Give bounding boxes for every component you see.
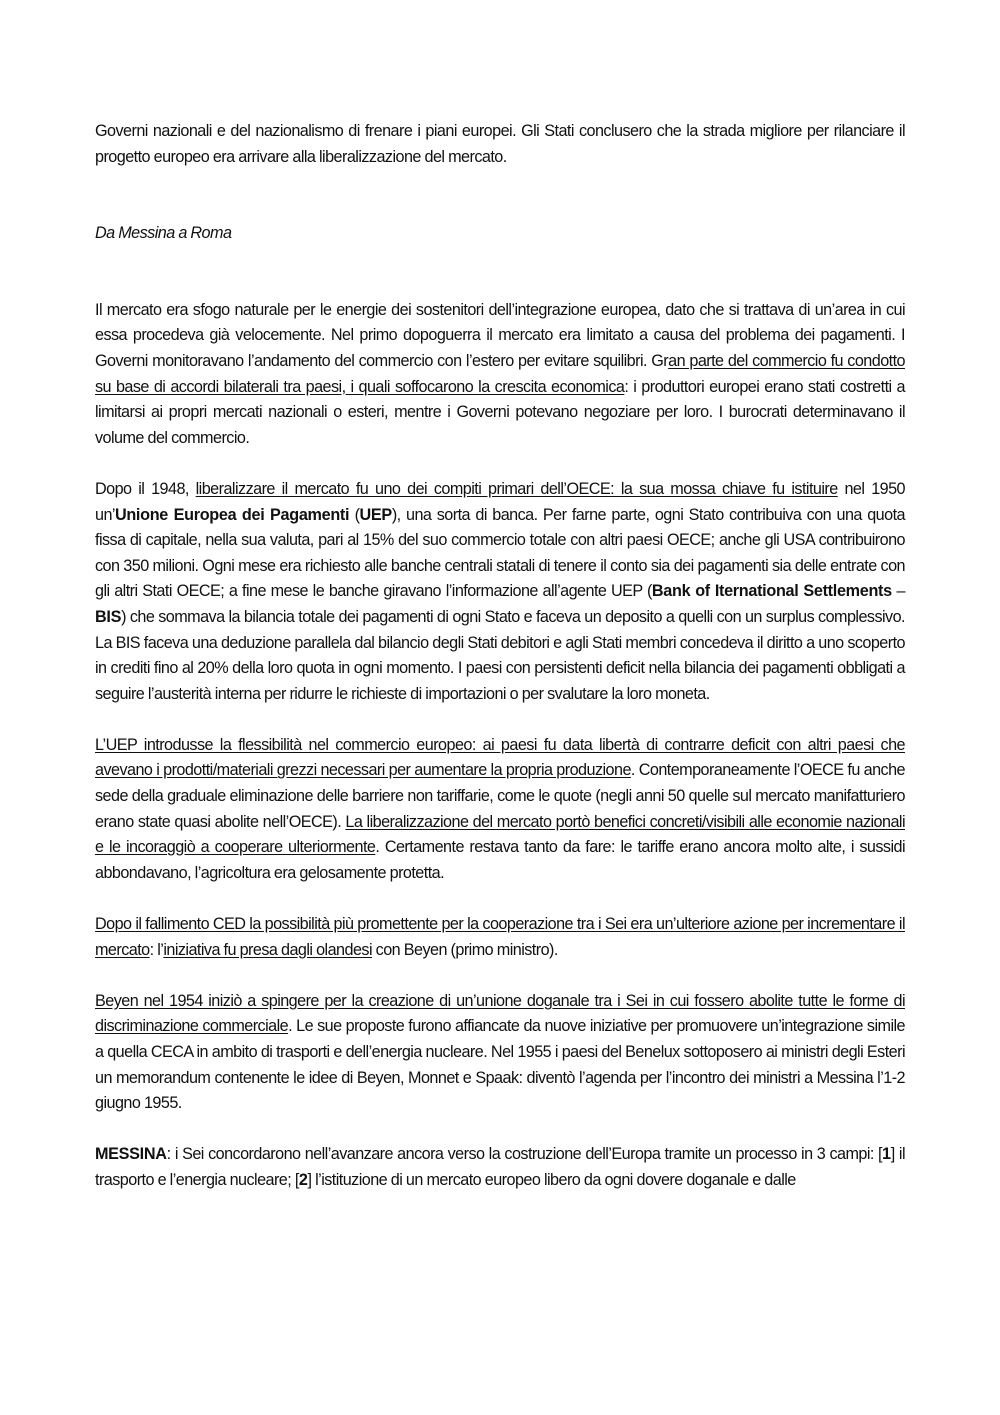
underlined-text: an parte del commercio fu condotto su base di accordi bilaterali tra paesi, i quali soffocarono la crescita economica [95, 351, 905, 396]
paragraph-text: ] l’istituzione di un mercato europeo libero da ogni dovere doganale e dalle [307, 1170, 796, 1189]
underlined-text: Beyen nel 1954 iniziò a spingere per la creazione di un’unione doganale tra i Sei in cui fossero abolite tutte le forme di discriminazione commerciale [95, 991, 905, 1036]
paragraph-text: . Certamente restava tanto da fare: le tariffe erano ancora molto alte, i sussidi abbondavano, l’agricoltura era gelosamente protetta. [95, 838, 905, 882]
bold-term: Bank of Iternational Settlements [651, 582, 892, 601]
bold-term: MESSINA [95, 1145, 167, 1164]
paragraph-text: Governi nazionali e del nazionalismo di frenare i piani europei. Gli Stati conclusero che la strada migliore per rilanciare il progetto europeo era arrivare alla liberalizzazione del mercato. [95, 122, 905, 166]
underlined-text: Dopo il fallimento CED la possibilità più promettente per la cooperazione tra i Sei era un’ulteriore azione per incrementare il mercato [95, 915, 905, 959]
underlined-text: La liberalizzazione del mercato portò benefici concreti/visibili alle economie nazionali e le incoraggiò a cooperare ulteriormente [95, 812, 905, 857]
bold-term: BIS [95, 607, 122, 626]
bold-term: UEP [359, 505, 392, 524]
paragraph-text: ), una sorta di banca. Per farne parte, ogni Stato contribuiva con una quota fissa di capitale, nella sua valuta, pari al 15% del suo commercio totale con altri paesi OECE; anche gli USA contribuirono con 350 milioni. Ogni mese era richiesto alle banche centrali statali di tenere il conto sia dei pagamenti sia delle entrate con gli altri Stati OECE; a fine mese le banche giravano l’informazione all’agente UEP ( [95, 505, 905, 601]
paragraph-ced [95, 912, 905, 963]
paragraph-uep [95, 477, 905, 707]
document-page [95, 119, 905, 1194]
paragraph-text: . Le sue proposte furono affiancate da nuove iniziative per promuovere un’integrazione simile a quella CECA in ambito di trasporti e dell’energia nucleare. Nel 1955 i paesi del Benelux sottoposero ai ministri degli Esteri un memorandum contenente le idee di Beyen, Monnet e Spaak: diventò l’agenda per l’incontro dei ministri a Messina l’1-2 giugno 1955. [95, 1017, 906, 1113]
paragraph-text: con Beyen (primo ministro). [372, 940, 558, 959]
paragraph-flexibility [95, 733, 905, 887]
underlined-text: liberalizzare il mercato fu uno dei compiti primari dell’OECE: la sua mossa chiave fu istituire [195, 479, 838, 498]
bold-term: 1 [882, 1145, 891, 1164]
paragraph-text: ( [349, 505, 360, 524]
section-heading: Da Messina a Roma [95, 224, 232, 243]
paragraph-text: : l’ [149, 940, 164, 959]
paragraph-text: . Contemporaneamente l’OECE fu anche sede della graduale eliminazione delle barriere non tariffarie, come le quote (negli anni 50 quelle sul mercato manifatturiero erano state quasi abolite nell’OECE). [95, 761, 906, 831]
bold-term: 2 [298, 1170, 308, 1189]
paragraph-text: Il mercato era sfogo naturale per le energie dei sostenitori dell’integrazione europea, dato che si trattava di un’area in cui essa procedeva già velocemente. Nel primo dopoguerra il mercato era limitato a causa del problema dei pagamenti. I Governi monitoravano l’andamento del commercio con l’estero per evitare squilibri. Gr [95, 300, 905, 370]
paragraph-text: Dopo il 1948, [95, 479, 196, 498]
paragraph-text: – [891, 582, 905, 601]
paragraph-text: ) che sommava la bilancia totale dei pagamenti di ogni Stato e faceva un deposito a quelli con un surplus complessivo. La BIS faceva una deduzione parallela dal bilancio degli Stati debitori e agli Stati membri concedeva il diritto a uno scoperto in crediti fino al 20% della loro quota in ogni momento. I paesi con persistenti deficit nella bilancia dei pagamenti obbligati a seguire l’austerità interna per ridurre le richieste di importazioni o per svalutare la loro moneta. [95, 607, 905, 703]
paragraph-text: nel 1950 un’ [95, 479, 906, 524]
paragraph-market [95, 298, 905, 452]
paragraph-text: ] il trasporto e l’energia nucleare; [ [95, 1145, 905, 1189]
paragraph-beyen [95, 989, 905, 1117]
paragraph-intro [95, 119, 905, 170]
paragraph-text: : i Sei concordarono nell’avanzare ancora verso la costruzione dell’Europa tramite un processo in 3 campi: [ [166, 1145, 883, 1164]
paragraph-text: : i produttori europei erano stati costretti a limitarsi ai propri mercati nazionali o esteri, mentre i Governi potevano negoziare per loro. I burocrati determinavano il volume del commercio. [95, 377, 905, 447]
paragraph-messina [95, 1142, 905, 1193]
underlined-text: iniziativa fu presa dagli olandesi [163, 940, 372, 959]
bold-term: Unione Europea dei Pagamenti [114, 505, 350, 524]
underlined-text: L’UEP introdusse la flessibilità nel commercio europeo: ai paesi fu data libertà di contrarre deficit con altri paesi che avevano i prodotti/materiali grezzi necessari per aumentare la propria produzione [95, 735, 905, 780]
